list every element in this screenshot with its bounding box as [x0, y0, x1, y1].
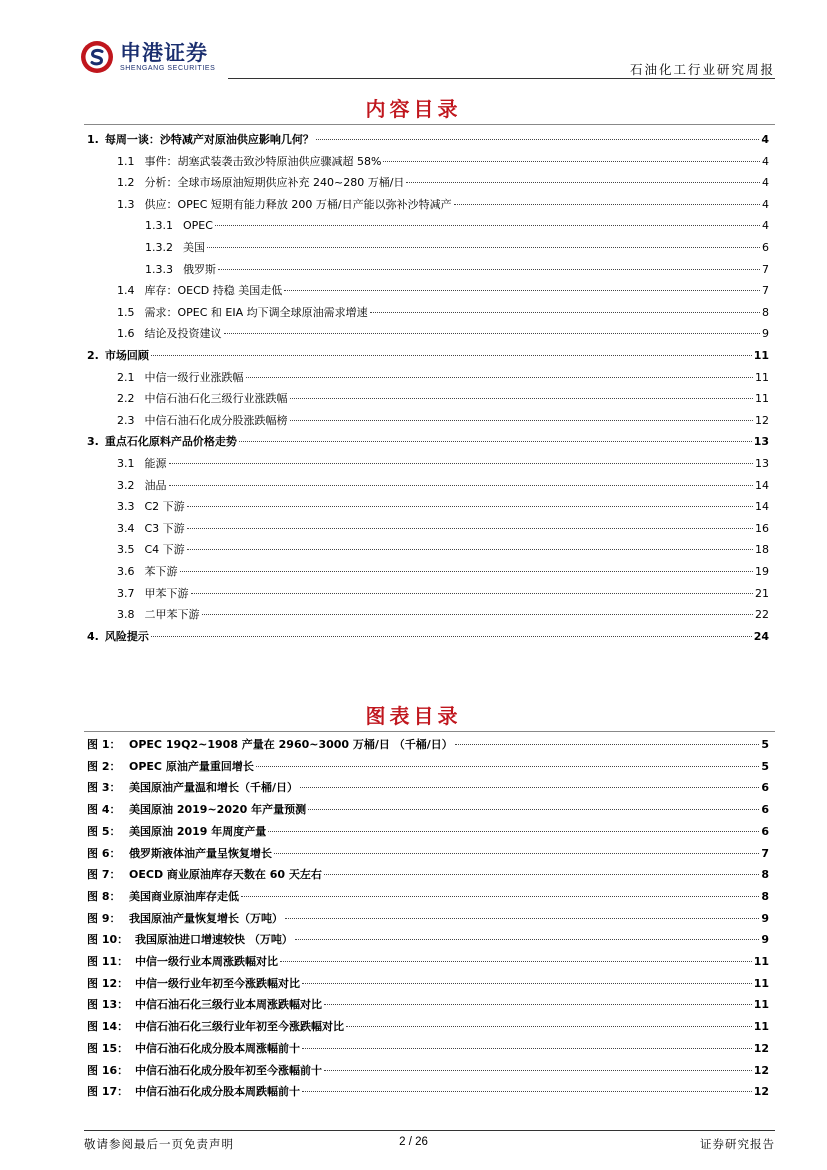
- figure-entry-page: 7: [761, 846, 769, 860]
- toc-entry-title: 库存：OECD 持稳 美国走低: [144, 284, 283, 298]
- toc-entry-number: 2.2: [117, 392, 135, 406]
- toc-entry-title: 油品: [144, 478, 167, 492]
- toc-entry-number: 3.2: [117, 478, 135, 492]
- toc-entry[interactable]: [117, 283, 769, 299]
- toc-entry-number: 1.3.3: [145, 262, 173, 276]
- figure-entry-number: 图 15：: [87, 1041, 129, 1055]
- toc-entry-title: 甲苯下游: [144, 586, 189, 600]
- toc-entry-title: C3 下游: [144, 521, 185, 535]
- toc-entry-page: 11: [755, 370, 769, 384]
- toc-entry-title: C2 下游: [144, 500, 185, 514]
- figure-leader-dots: [285, 918, 759, 919]
- figure-entry-page: 12: [753, 1041, 769, 1055]
- toc-entry[interactable]: [145, 240, 769, 256]
- toc-entry-number: 3.: [87, 435, 99, 449]
- figure-entry[interactable]: [87, 737, 769, 753]
- toc-entry[interactable]: [117, 175, 769, 191]
- figure-entry-page: 8: [761, 889, 769, 903]
- toc-leader-dots: [224, 333, 761, 334]
- toc-entry-number: 1.: [87, 133, 99, 146]
- toc-entry[interactable]: [117, 521, 769, 537]
- figure-leader-dots: [274, 853, 759, 854]
- shengang-logo-icon: [80, 40, 114, 74]
- toc-entry[interactable]: [145, 218, 769, 234]
- figure-entry[interactable]: [87, 1084, 769, 1100]
- toc-entry-page: 9: [762, 327, 769, 341]
- logo-english-name: SHENGANG SECURITIES: [120, 64, 216, 72]
- figure-leader-dots: [295, 939, 760, 940]
- figure-entry-number: 图 4：: [87, 803, 121, 817]
- toc-entry[interactable]: [117, 456, 769, 472]
- toc-entry[interactable]: [117, 391, 769, 407]
- figure-leader-dots: [302, 1048, 752, 1049]
- figure-leader-dots: [302, 983, 752, 984]
- toc-entry[interactable]: [117, 478, 769, 494]
- toc-entry-number: 1.6: [117, 327, 135, 341]
- figure-entry-title: 中信石油石化成分股本周跌幅前十: [135, 1085, 300, 1099]
- toc-leader-dots: [406, 182, 760, 183]
- figure-entry-title: 中信石油石化成分股年初至今涨幅前十: [135, 1063, 322, 1077]
- toc-entry[interactable]: [117, 499, 769, 515]
- company-logo: [80, 40, 215, 74]
- toc-entry[interactable]: [117, 326, 769, 342]
- toc-entry-title: 每周一谈：沙特减产对原油供应影响几何？: [104, 133, 314, 146]
- figure-entry-page: 11: [753, 955, 769, 968]
- toc-entry-page: 4: [762, 197, 769, 211]
- toc-leader-dots: [383, 161, 760, 162]
- toc-entry-page: 4: [762, 154, 769, 168]
- toc-entry-page: 4: [762, 219, 769, 233]
- figure-entry-number: 图 12：: [87, 976, 129, 990]
- toc-leader-dots: [316, 139, 760, 140]
- toc-leader-dots: [454, 204, 760, 205]
- toc-entry-title: 中信一级行业涨跌幅: [144, 370, 244, 384]
- toc-entry-page: 14: [755, 500, 769, 514]
- figure-entry-number: 图 13：: [87, 998, 129, 1012]
- toc-entry-page: 19: [755, 565, 769, 578]
- figure-entry-number: 图 6：: [87, 846, 121, 860]
- figure-entry-title: 中信一级行业本周涨跌幅对比: [135, 955, 278, 968]
- toc-leader-dots: [169, 463, 754, 464]
- toc-entry[interactable]: [87, 629, 769, 645]
- toc-entry-title: 事件：胡塞武装袭击致沙特原油供应骤减超 58%: [144, 154, 382, 168]
- figure-entry-title: 美国原油产量温和增长（千桶/日）: [129, 781, 299, 795]
- figure-entry-title: 美国商业原油库存走低: [129, 889, 239, 903]
- figure-entry[interactable]: [87, 932, 769, 948]
- footer-divider: [84, 1130, 775, 1131]
- toc-entry-page: 4: [762, 176, 769, 190]
- toc-leader-dots: [191, 593, 754, 594]
- toc-leader-dots: [284, 290, 760, 291]
- toc-entry-page: 14: [755, 478, 769, 492]
- figure-entry-number: 图 11：: [87, 955, 129, 968]
- toc-entry-number: 1.2: [117, 176, 135, 190]
- figure-entry[interactable]: [87, 780, 769, 796]
- toc-entry-number: 3.8: [117, 608, 135, 622]
- toc-entry-title: OPEC: [183, 219, 213, 233]
- report-type-title: 石油化工行业研究周报: [629, 62, 775, 77]
- figure-entry[interactable]: [87, 824, 769, 840]
- toc-entry-title: 俄罗斯: [183, 262, 216, 276]
- toc-entry-title: 风险提示: [104, 629, 149, 643]
- toc-entry-title: 市场回顾: [104, 349, 149, 362]
- toc-leader-dots: [239, 441, 752, 442]
- toc-entry-title: 美国: [183, 241, 205, 254]
- toc-entry[interactable]: [87, 348, 769, 364]
- figure-leader-dots: [346, 1026, 752, 1027]
- toc-leader-dots: [290, 420, 754, 421]
- toc-entry-page: 11: [753, 349, 769, 362]
- toc-entry-number: 2.1: [117, 370, 135, 384]
- toc-entry-number: 3.3: [117, 500, 135, 514]
- toc-entry-page: 22: [755, 608, 769, 622]
- figure-entry[interactable]: [87, 759, 769, 775]
- figure-entry-title: 我国原油产量恢复增长（万吨）: [129, 911, 283, 925]
- toc-entry-number: 3.6: [117, 565, 135, 578]
- document-type: 证券研究报告: [700, 1137, 775, 1151]
- disclaimer-note: 敬请参阅最后一页免责声明: [84, 1137, 234, 1151]
- figure-entry-title: 中信石油石化成分股本周涨幅前十: [135, 1041, 300, 1055]
- toc-entry-page: 8: [762, 305, 769, 319]
- figure-entry-page: 9: [761, 933, 769, 947]
- toc-entry-number: 1.3: [117, 197, 135, 211]
- toc-entry-page: 12: [755, 413, 769, 427]
- toc-leader-dots: [218, 269, 760, 270]
- toc-leader-dots: [169, 485, 754, 486]
- toc-entry-page: 6: [762, 241, 769, 254]
- toc-entry[interactable]: [145, 262, 769, 278]
- figure-entry-title: 中信石油石化三级行业本周涨跌幅对比: [135, 998, 322, 1012]
- toc-entry-number: 1.5: [117, 305, 135, 319]
- toc-entry-page: 7: [762, 262, 769, 276]
- toc-entry-page: 11: [755, 392, 769, 406]
- toc-title: 内容目录: [365, 97, 462, 121]
- figure-leader-dots: [455, 744, 760, 745]
- toc-leader-dots: [215, 225, 760, 226]
- figure-entry-title: OPEC 原油产量重回增长: [129, 759, 254, 773]
- figure-entry-number: 图 3：: [87, 781, 121, 795]
- toc-entry-title: 中信石油石化三级行业涨跌幅: [144, 392, 288, 406]
- figure-entry[interactable]: [87, 889, 769, 905]
- toc-entry-number: 3.5: [117, 543, 135, 557]
- toc-entry-title: 结论及投资建议: [144, 327, 222, 341]
- toc-entry-title: 二甲苯下游: [144, 608, 200, 622]
- toc-entry-number: 1.3.1: [145, 219, 173, 233]
- toc-leader-dots: [151, 355, 752, 356]
- figure-entry-page: 12: [753, 1085, 769, 1099]
- page-footer: [0, 1128, 827, 1168]
- figure-entry[interactable]: [87, 997, 769, 1013]
- toc-leader-dots: [290, 398, 754, 399]
- toc-leader-dots: [180, 571, 754, 572]
- toc-entry-page: 7: [762, 284, 769, 298]
- toc-entry-number: 3.7: [117, 586, 135, 600]
- figure-leader-dots: [324, 874, 759, 875]
- figure-leader-dots: [324, 1070, 752, 1071]
- figure-entry-title: 美国原油 2019 年周度产量: [129, 824, 267, 838]
- toc-entry[interactable]: [87, 434, 769, 450]
- figure-entry-title: 俄罗斯液体油产量呈恢复增长: [129, 846, 272, 860]
- figure-entry-number: 图 16：: [87, 1063, 129, 1077]
- figure-leader-dots: [241, 896, 759, 897]
- toc-entry-title: 重点石化原料产品价格走势: [104, 435, 237, 449]
- figure-entry-title: 美国原油 2019~2020 年产量预测: [129, 803, 307, 817]
- toc-entry-title: 中信石油石化成分股涨跌幅榜: [144, 413, 288, 427]
- toc-leader-dots: [187, 549, 753, 550]
- toc-entry-title: 能源: [144, 457, 167, 470]
- toc-entry-number: 3.1: [117, 457, 135, 470]
- figure-leader-dots: [324, 1004, 752, 1005]
- logo-chinese-name: 申港证券: [120, 40, 208, 65]
- figure-entry[interactable]: [87, 954, 769, 970]
- toc-entry-title: 需求：OPEC 和 EIA 均下调全球原油需求增速: [144, 305, 368, 319]
- figure-entry-number: 图 17：: [87, 1085, 129, 1099]
- figure-entry-number: 图 14：: [87, 1020, 129, 1034]
- figure-entry-number: 图 7：: [87, 868, 121, 882]
- toc-entry[interactable]: [117, 197, 769, 213]
- figure-entry[interactable]: [87, 911, 769, 927]
- figure-entry-title: 我国原油进口增速较快 （万吨）: [135, 933, 293, 947]
- toc-entry-number: 4.: [87, 629, 99, 643]
- toc-entry-page: 18: [755, 543, 769, 557]
- toc-entry-number: 1.3.2: [145, 241, 173, 254]
- toc-entry-page: 16: [755, 521, 769, 535]
- toc-entry-page: 24: [753, 629, 769, 643]
- toc-entry[interactable]: [117, 413, 769, 429]
- figure-entry[interactable]: [87, 1019, 769, 1035]
- figure-entry-page: 5: [761, 738, 769, 751]
- figure-entry-title: 中信石油石化三级行业年初至今涨跌幅对比: [135, 1020, 344, 1034]
- figure-entry[interactable]: [87, 1041, 769, 1057]
- figures-title-divider: [84, 731, 775, 732]
- figure-entry-page: 6: [761, 781, 769, 795]
- figure-entry-title: 中信一级行业年初至今涨跌幅对比: [135, 976, 300, 990]
- toc-leader-dots: [246, 377, 754, 378]
- toc-entry-title: C4 下游: [144, 543, 185, 557]
- toc-entry[interactable]: [117, 154, 769, 170]
- toc-leader-dots: [187, 528, 753, 529]
- toc-entry-number: 1.1: [117, 154, 135, 168]
- figure-entry-number: 图 1：: [87, 738, 121, 751]
- figure-entry-number: 图 8：: [87, 889, 121, 903]
- toc-entry[interactable]: [117, 586, 769, 602]
- toc-entry-title: 供应：OPEC 短期有能力释放 200 万桶/日产能以弥补沙特减产: [144, 197, 452, 211]
- figure-entry[interactable]: [87, 1063, 769, 1079]
- toc-entry-title: 苯下游: [144, 565, 178, 578]
- figure-entry-page: 11: [753, 1020, 769, 1034]
- figure-entry[interactable]: [87, 867, 769, 883]
- toc-entry[interactable]: [87, 132, 769, 148]
- toc-title-divider: [84, 124, 775, 125]
- toc-entry-title: 分析：全球市场原油短期供应补充 240~280 万桶/日: [144, 176, 405, 190]
- page-header: [0, 0, 827, 80]
- toc-leader-dots: [202, 614, 754, 615]
- toc-leader-dots: [370, 312, 760, 313]
- figure-leader-dots: [300, 787, 759, 788]
- figure-entry-page: 8: [761, 868, 769, 882]
- figure-entry-number: 图 2：: [87, 759, 121, 773]
- figure-entry-number: 图 5：: [87, 824, 121, 838]
- toc-entry-page: 13: [753, 435, 769, 449]
- toc-entry[interactable]: [117, 305, 769, 321]
- figure-entry[interactable]: [87, 976, 769, 992]
- page-number: 2 / 26: [399, 1136, 428, 1148]
- figures-title: 图表目录: [365, 704, 462, 728]
- figure-leader-dots: [308, 809, 759, 810]
- toc-leader-dots: [187, 506, 753, 507]
- figure-leader-dots: [302, 1091, 752, 1092]
- toc-entry-number: 1.4: [117, 284, 135, 298]
- figure-entry-number: 图 9：: [87, 911, 121, 925]
- figure-leader-dots: [268, 831, 759, 832]
- figure-entry-page: 5: [761, 759, 769, 773]
- figure-leader-dots: [256, 766, 760, 767]
- header-divider: [228, 78, 775, 79]
- toc-entry-page: 13: [755, 457, 769, 470]
- toc-entry[interactable]: [117, 564, 769, 580]
- toc-leader-dots: [207, 247, 760, 248]
- toc-entry-number: 2.3: [117, 413, 135, 427]
- toc-entry[interactable]: [117, 542, 769, 558]
- toc-entry-number: 2.: [87, 349, 99, 362]
- toc-entry-page: 21: [755, 586, 769, 600]
- figure-entry[interactable]: [87, 846, 769, 862]
- figure-entry-page: 6: [761, 803, 769, 817]
- figure-entry-page: 12: [753, 1063, 769, 1077]
- toc-leader-dots: [151, 636, 752, 637]
- toc-entry-page: 4: [761, 133, 769, 146]
- figure-entry-title: OPEC 19Q2~1908 产量在 2960~3000 万桶/日 （千桶/日）: [129, 738, 453, 751]
- figure-entry-title: OECD 商业原油库存天数在 60 天左右: [129, 868, 322, 882]
- figure-entry-page: 11: [753, 998, 769, 1012]
- toc-entry[interactable]: [117, 607, 769, 623]
- figure-entry-page: 9: [761, 911, 769, 925]
- toc-entry[interactable]: [117, 370, 769, 386]
- figure-entry-page: 11: [753, 976, 769, 990]
- figure-entry-number: 图 10：: [87, 933, 129, 947]
- figure-entry[interactable]: [87, 802, 769, 818]
- toc-entry-number: 3.4: [117, 521, 135, 535]
- figure-entry-page: 6: [761, 824, 769, 838]
- figure-leader-dots: [280, 961, 752, 962]
